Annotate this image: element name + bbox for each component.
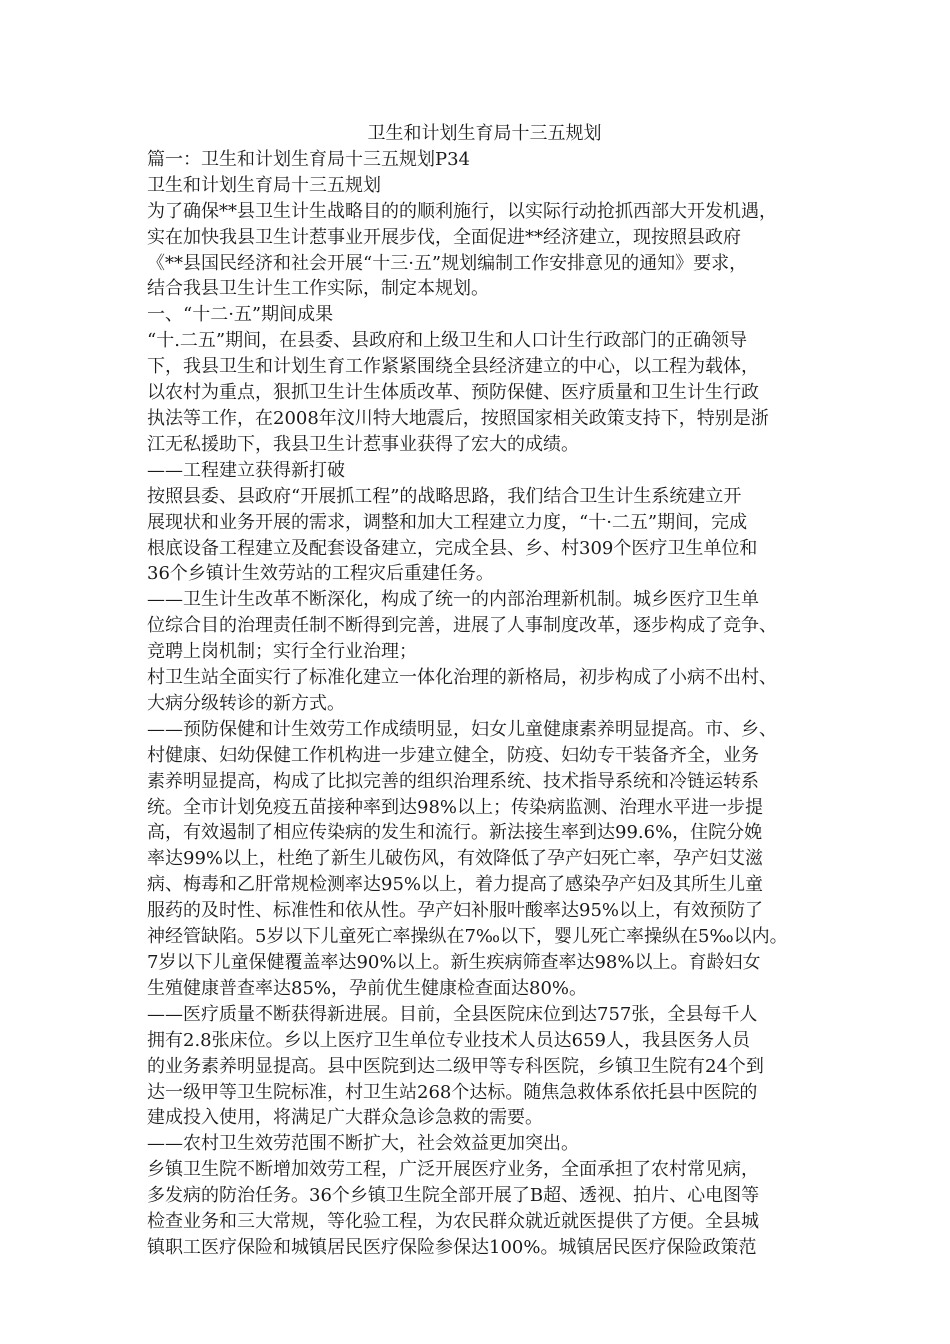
text-line: 展现状和业务开展的需求，调整和加大工程建立力度，“十·二五”期间，完成 bbox=[147, 511, 748, 533]
text-line: 拥有2.8张床位。乡以上医疗卫生单位专业技术人员达659人，我县医务人员 bbox=[147, 1029, 750, 1051]
subsection-heading: ——工程建立获得新打破 bbox=[147, 459, 345, 481]
text-line: 结合我县卫生计生工作实际，制定本规划。 bbox=[147, 278, 489, 300]
text-line: 神经管缺陷。5岁以下儿童死亡率操纵在7‰以下，婴儿死亡率操纵在5‰以内。 bbox=[147, 926, 788, 948]
text-line: 乡镇卫生院不断增加效劳工程，广泛开展医疗业务，全面承担了农村常见病， bbox=[147, 1159, 759, 1181]
text-line: ——卫生计生改革不断深化，构成了统一的内部治理新机制。城乡医疗卫生单 bbox=[147, 589, 759, 611]
text-line: 建成投入使用，将满足广大群众急诊急救的需要。 bbox=[147, 1107, 543, 1129]
text-line: ——医疗质量不断获得新进展。目前，全县医院床位到达757张，全县每千人 bbox=[147, 1003, 758, 1025]
text-line: 7岁以下儿童保健覆盖率达90%以上。新生疾病筛查率达98%以上。育龄妇女 bbox=[147, 952, 761, 973]
text-line: 多发病的防治任务。36个乡镇卫生院全部开展了B超、透视、拍片、心电图等 bbox=[147, 1185, 760, 1207]
text-line: ——预防保健和计生效劳工作成绩明显，妇女儿童健康素养明显提高。市、乡、 bbox=[147, 718, 777, 740]
text-line: 以农村为重点，狠抓卫生计生体质改革、预防保健、医疗质量和卫生计生行政 bbox=[147, 382, 759, 404]
text-line: 执法等工作，在2008年汶川特大地震后，按照国家相关政策支持下，特别是浙 bbox=[147, 407, 769, 429]
text-line: 下，我县卫生和计划生育工作紧紧围绕全县经济建立的中心，以工程为载体， bbox=[147, 356, 759, 378]
text-line: 高，有效遏制了相应传染病的发生和流行。新法接生率到达99.6%，住院分娩 bbox=[147, 822, 763, 844]
text-line: 为了确保**县卫生计生战略目的的顺利施行，以实际行动抢抓西部大开发机遇， bbox=[147, 200, 777, 222]
text-line: 生殖健康普查率达85%，孕前优生健康检查面达80%。 bbox=[147, 977, 588, 999]
text-line: 的业务素养明显提高。县中医院到达二级甲等专科医院，乡镇卫生院有24个到 bbox=[147, 1055, 764, 1077]
text-line: 素养明显提高，构成了比拟完善的组织治理系统、技术指导系统和冷链运转系 bbox=[147, 770, 759, 792]
text-line: 检查业务和三大常规，等化验工程，为农民群众就近就医提供了方便。全县城 bbox=[147, 1211, 759, 1233]
text-line: 达一级甲等卫生院标准，村卫生站268个达标。随焦急救体系依托县中医院的 bbox=[147, 1081, 758, 1103]
text-line: 统。全市计划免疫五苗接种率到达98%以上；传染病监测、治理水平进一步提 bbox=[147, 796, 764, 818]
text-line: 大病分级转诊的新方式。 bbox=[147, 692, 345, 714]
text-line: 根底设备工程建立及配套设备建立，完成全县、乡、村309个医疗卫生单位和 bbox=[147, 537, 758, 559]
section-heading: 一、“十二·五”期间成果 bbox=[147, 304, 334, 326]
text-line: 江无私援助下，我县卫生计惹事业获得了宏大的成绩。 bbox=[147, 433, 579, 455]
text-line: 病、梅毒和乙肝常规检测率达95%以上，着力提高了感染孕产妇及其所生儿童 bbox=[147, 874, 764, 896]
text-line: 率达99%以上，杜绝了新生儿破伤风，有效降低了孕产妇死亡率，孕产妇艾滋 bbox=[147, 848, 764, 870]
text-line: 卫生和计划生育局十三五规划 bbox=[147, 174, 381, 196]
text-line: 按照县委、县政府“开展抓工程”的战略思路，我们结合卫生计生系统建立开 bbox=[147, 485, 742, 507]
text-line: 村健康、妇幼保健工作机构进一步建立健全，防疫、妇幼专干装备齐全，业务 bbox=[147, 744, 759, 766]
text-line: 36个乡镇计生效劳站的工程灾后重建任务。 bbox=[147, 563, 494, 585]
document-body bbox=[147, 121, 812, 1261]
text-line: 竞聘上岗机制；实行全行业治理； bbox=[147, 641, 417, 663]
text-line: 服药的及时性、标准性和依从性。孕产妇补服叶酸率达95%以上，有效预防了 bbox=[147, 900, 764, 922]
text-line: 位综合目的治理责任制不断得到完善，进展了人事制度改革，逐步构成了竞争、 bbox=[147, 615, 777, 637]
text-line: 篇一：卫生和计划生育局十三五规划P34 bbox=[147, 148, 471, 170]
text-line: 村卫生站全面实行了标准化建立一体化治理的新格局，初步构成了小病不出村、 bbox=[147, 667, 777, 689]
document-title: 卫生和计划生育局十三五规划 bbox=[367, 123, 602, 144]
text-line: “十.二五”期间，在县委、县政府和上级卫生和人口计生行政部门的正确领导 bbox=[147, 330, 748, 352]
text-line: 《**县国民经济和社会开展“十三·五”规划编制工作安排意见的通知》要求， bbox=[147, 252, 748, 274]
text-line: 实在加快我县卫生计惹事业开展步伐，全面促进**经济建立，现按照县政府 bbox=[147, 226, 741, 248]
text-line: 镇职工医疗保险和城镇居民医疗保险参保达100%。城镇居民医疗保险政策范 bbox=[147, 1236, 757, 1258]
text-line: ——农村卫生效劳范围不断扩大，社会效益更加突出。 bbox=[147, 1133, 579, 1155]
